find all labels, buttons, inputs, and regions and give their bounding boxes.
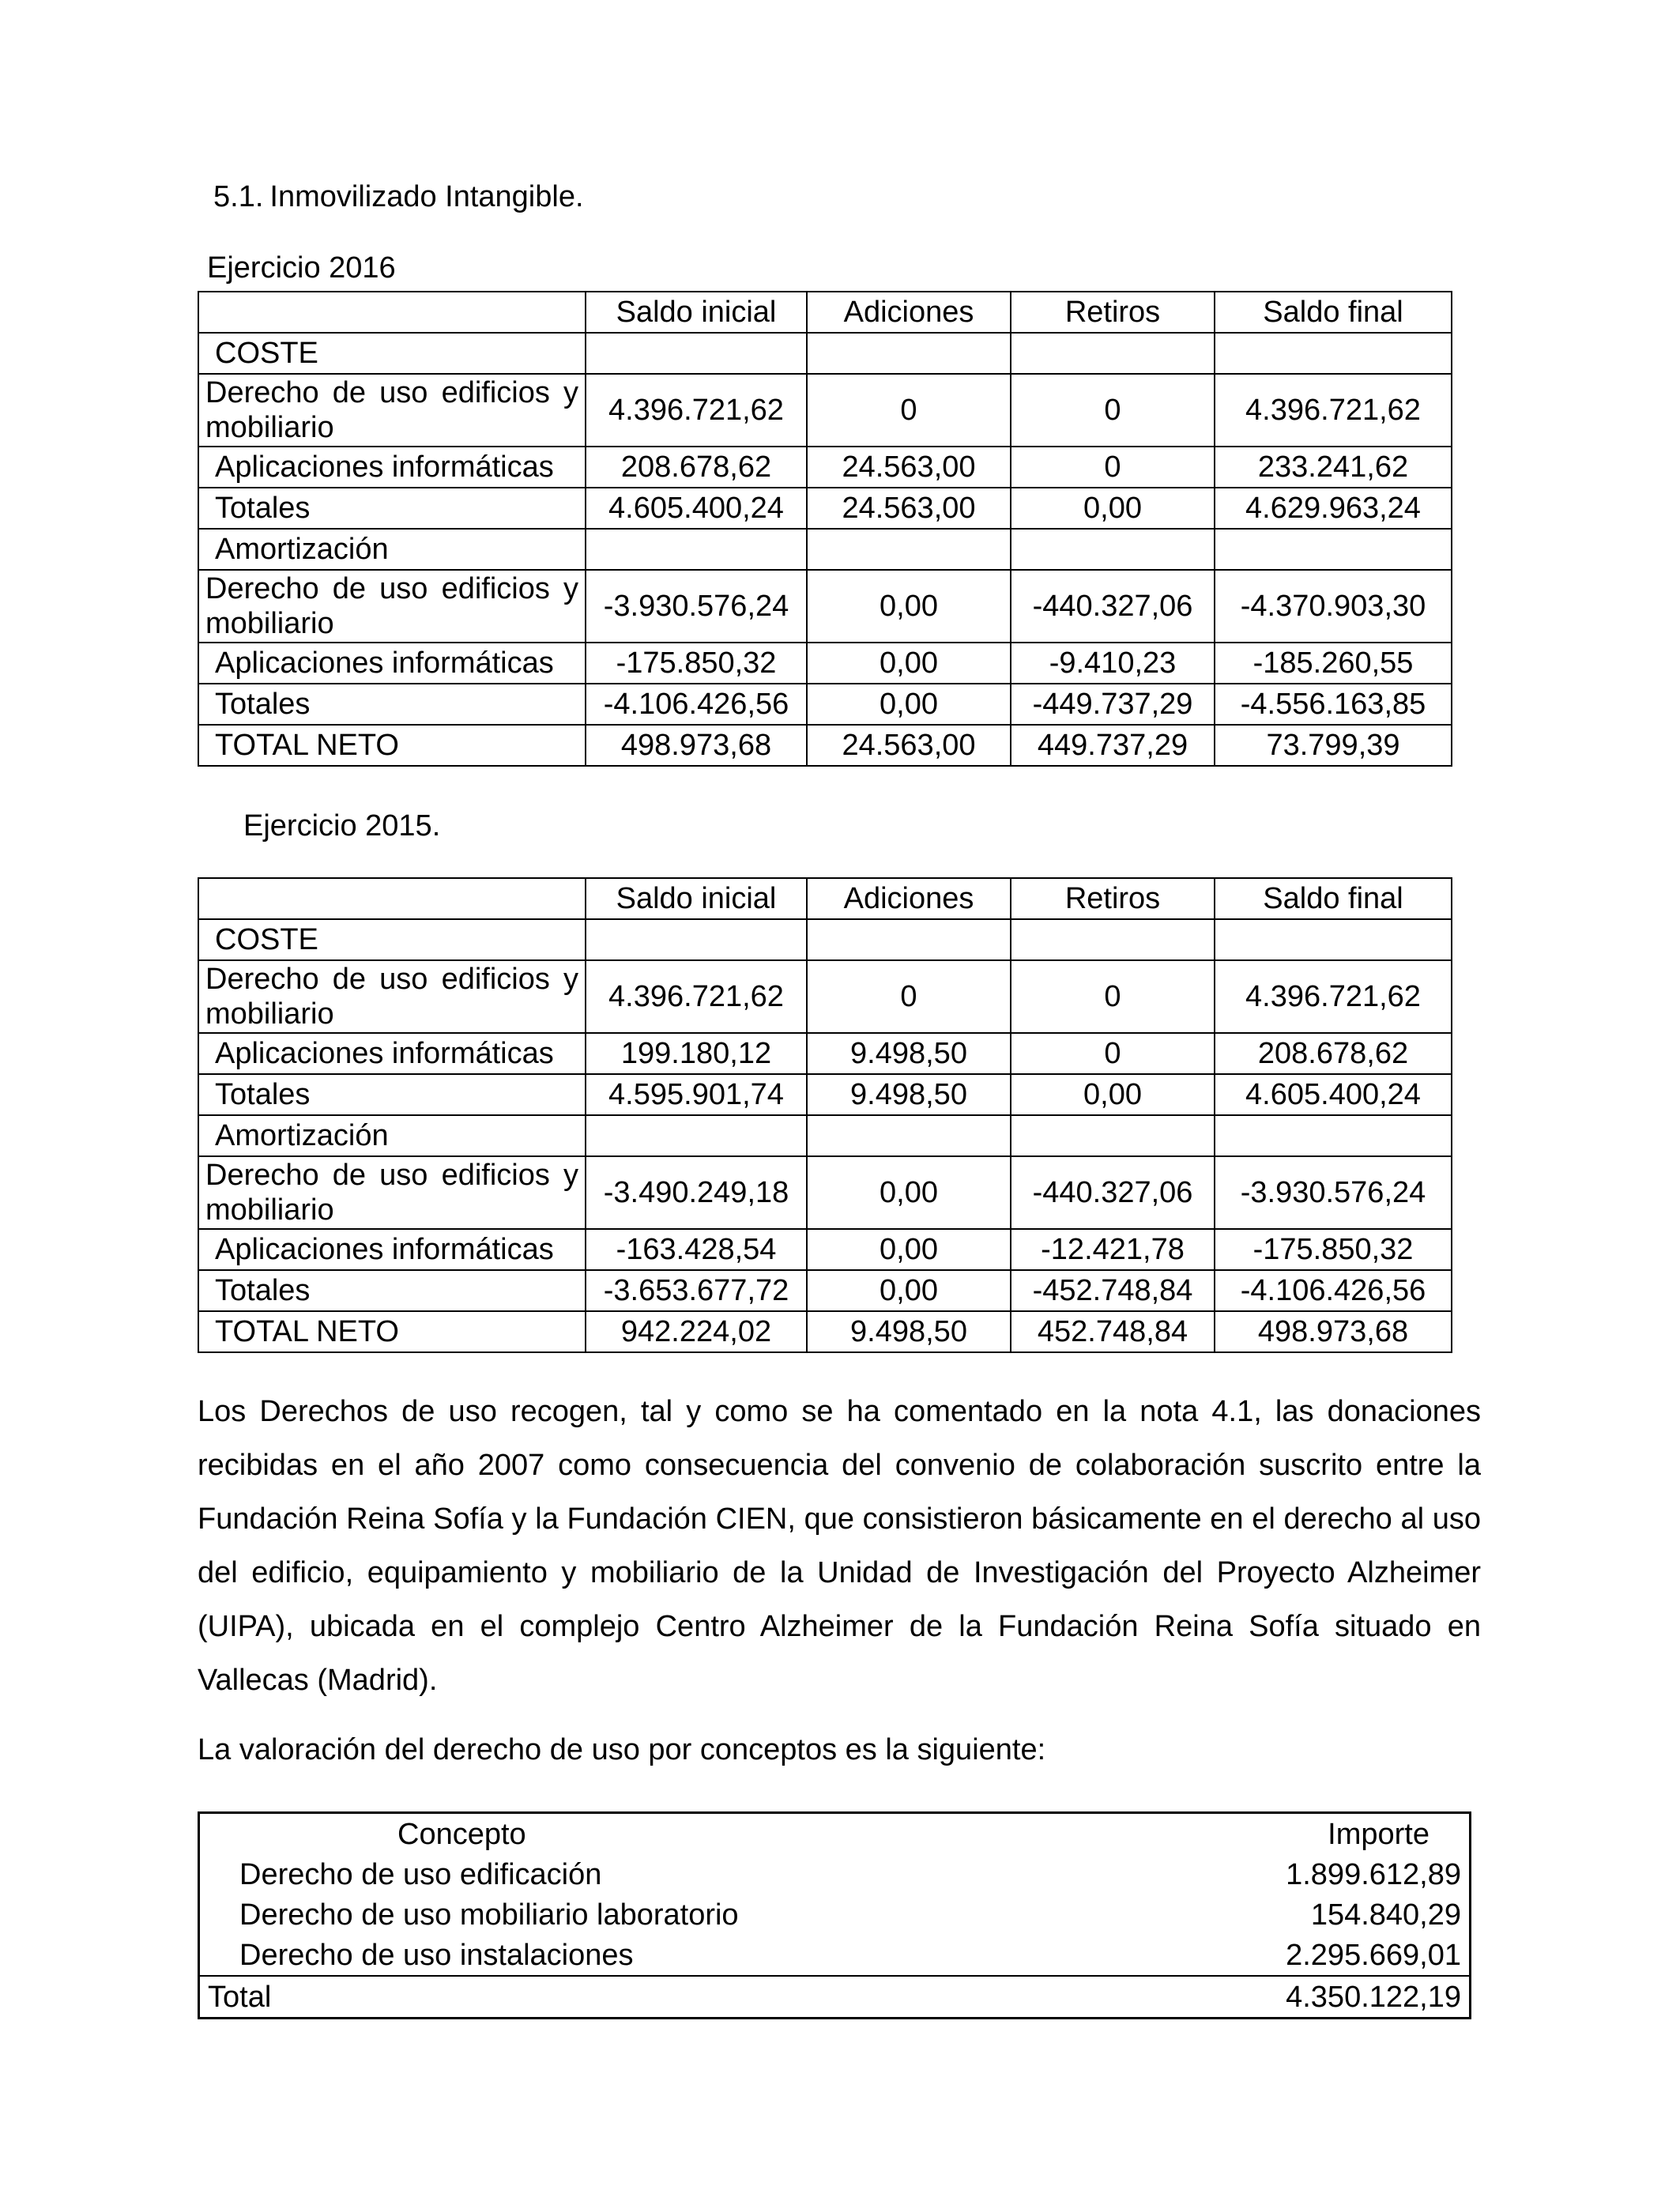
cell-value: 73.799,39 (1215, 725, 1452, 766)
table-row (198, 1115, 1452, 1156)
column-header: Saldo final (1215, 292, 1452, 333)
cell-value: -163.428,54 (586, 1229, 807, 1270)
concept-row (199, 1894, 1471, 1935)
cell-value: 208.678,62 (1215, 1033, 1452, 1074)
column-header: Retiros (1011, 292, 1215, 333)
cell-value: 4.629.963,24 (1215, 488, 1452, 529)
row-label: Derecho de uso edificios y mobiliario (198, 960, 586, 1033)
concept-amount: 1.899.612,89 (1286, 1857, 1461, 1891)
row-label: Totales (198, 684, 586, 725)
row-label: Derecho de uso edificios y mobiliario (198, 374, 586, 447)
cell-value: 0 (807, 374, 1011, 447)
cell-value: -175.850,32 (586, 643, 807, 684)
cell-value: 199.180,12 (586, 1033, 807, 1074)
concept-table (198, 1811, 1471, 2019)
concept-header-row (199, 1813, 1471, 1855)
section-title (213, 180, 584, 214)
cell-value: -3.653.677,72 (586, 1270, 807, 1311)
cell-value: 942.224,02 (586, 1311, 807, 1352)
amount-header: Importe (1328, 1817, 1430, 1851)
row-label: Aplicaciones informáticas (198, 1229, 586, 1270)
cell-value: -440.327,06 (1011, 1156, 1215, 1229)
cell-value: 498.973,68 (586, 725, 807, 766)
concept-row (199, 1854, 1471, 1894)
table-2016 (198, 291, 1452, 767)
table-header-row (198, 878, 1452, 919)
column-header: Adiciones (807, 878, 1011, 919)
row-label: Totales (198, 1074, 586, 1115)
cell-value (586, 529, 807, 570)
cell-value: -175.850,32 (1215, 1229, 1452, 1270)
cell-value: 498.973,68 (1215, 1311, 1452, 1352)
cell-value: 233.241,62 (1215, 447, 1452, 488)
cell-value: -440.327,06 (1011, 570, 1215, 643)
cell-value: -3.930.576,24 (586, 570, 807, 643)
row-label: Derecho de uso edificios y mobiliario (198, 1156, 586, 1229)
cell-value (586, 1115, 807, 1156)
cell-value: 24.563,00 (807, 488, 1011, 529)
row-label: COSTE (198, 333, 586, 374)
column-header: Saldo final (1215, 878, 1452, 919)
cell-value: 0 (807, 960, 1011, 1033)
header-empty (198, 292, 586, 333)
cell-value: 0,00 (1011, 1074, 1215, 1115)
concept-label: Derecho de uso mobiliario laboratorio (239, 1898, 739, 1932)
cell-value: 0,00 (807, 1229, 1011, 1270)
paragraph-valoracion: La valoración del derecho de uso por conceptos es la siguiente: (198, 1733, 1046, 1766)
cell-value: 0,00 (807, 684, 1011, 725)
table-row (198, 570, 1452, 643)
row-label: Aplicaciones informáticas (198, 643, 586, 684)
cell-value (807, 333, 1011, 374)
row-label: COSTE (198, 919, 586, 960)
header-empty (198, 878, 586, 919)
column-header: Adiciones (807, 292, 1011, 333)
concept-amount: 2.295.669,01 (1286, 1938, 1461, 1972)
cell-value: 4.396.721,62 (586, 960, 807, 1033)
table-row (198, 725, 1452, 766)
cell-value: -185.260,55 (1215, 643, 1452, 684)
cell-value: 9.498,50 (807, 1311, 1011, 1352)
column-header: Retiros (1011, 878, 1215, 919)
cell-value: 0 (1011, 447, 1215, 488)
cell-value (586, 333, 807, 374)
cell-value (807, 919, 1011, 960)
concept-header: Concepto (397, 1817, 526, 1851)
cell-value: -3.930.576,24 (1215, 1156, 1452, 1229)
table-header-row (198, 292, 1452, 333)
cell-value: 0 (1011, 374, 1215, 447)
cell-value: -452.748,84 (1011, 1270, 1215, 1311)
row-label: Aplicaciones informáticas (198, 447, 586, 488)
row-label: Amortización (198, 529, 586, 570)
concept-label: Derecho de uso instalaciones (239, 1938, 634, 1972)
column-header: Saldo inicial (586, 292, 807, 333)
cell-value (1011, 333, 1215, 374)
table-row (198, 684, 1452, 725)
column-header: Saldo inicial (586, 878, 807, 919)
cell-value: 4.396.721,62 (1215, 960, 1452, 1033)
row-label: Aplicaciones informáticas (198, 1033, 586, 1074)
table-row (198, 643, 1452, 684)
cell-value (1011, 1115, 1215, 1156)
paragraph-derechos-uso: Los Derechos de uso recogen, tal y como se ha comentado en la nota 4.1, las donaciones recibidas en el año 2007 como consecuencia del convenio de colaboración suscrito entre la Fundación Reina Sofía y la Fundación CIEN, que consistieron básicamente en el derecho al uso del edificio, equipamiento y mobiliario de la Unidad de Investigación del Proyecto Alzheimer (UIPA), ubicada en el complejo Centro Alzheimer de la Fundación Reina Sofía situado en Vallecas (Madrid). (198, 1395, 1481, 1697)
cell-value: 0,00 (807, 1270, 1011, 1311)
concept-total-label: Total (199, 1976, 1070, 2019)
cell-value: 0 (1011, 960, 1215, 1033)
cell-value: -4.106.426,56 (1215, 1270, 1452, 1311)
table-row (198, 1270, 1452, 1311)
cell-value: 4.605.400,24 (1215, 1074, 1452, 1115)
concept-total-amount: 4.350.122,19 (1070, 1976, 1471, 2019)
concept-label: Derecho de uso edificación (239, 1857, 602, 1891)
table-2015 (198, 877, 1452, 1353)
cell-value (1215, 333, 1452, 374)
section-number: 5.1. (213, 180, 264, 213)
cell-value: 4.396.721,62 (1215, 374, 1452, 447)
cell-value (1011, 919, 1215, 960)
row-label: TOTAL NETO (198, 1311, 586, 1352)
concept-amount: 154.840,29 (1310, 1898, 1461, 1932)
cell-value: 4.595.901,74 (586, 1074, 807, 1115)
cell-value: 9.498,50 (807, 1074, 1011, 1115)
cell-value: -4.106.426,56 (586, 684, 807, 725)
table-row (198, 1033, 1452, 1074)
cell-value: 9.498,50 (807, 1033, 1011, 1074)
cell-value: 0,00 (1011, 488, 1215, 529)
cell-value: 4.605.400,24 (586, 488, 807, 529)
row-label: Totales (198, 1270, 586, 1311)
cell-value: -4.370.903,30 (1215, 570, 1452, 643)
cell-value: -12.421,78 (1011, 1229, 1215, 1270)
cell-value (807, 1115, 1011, 1156)
concept-row (199, 1935, 1471, 1976)
cell-value (586, 919, 807, 960)
cell-value: 4.396.721,62 (586, 374, 807, 447)
cell-value: -4.556.163,85 (1215, 684, 1452, 725)
table-row (198, 488, 1452, 529)
table-row (198, 333, 1452, 374)
table-row (198, 1311, 1452, 1352)
table-row (198, 919, 1452, 960)
table-2016-caption: Ejercicio 2016 (207, 251, 396, 285)
table-row (198, 1156, 1452, 1229)
cell-value (1215, 1115, 1452, 1156)
table-row (198, 1074, 1452, 1115)
cell-value: 24.563,00 (807, 447, 1011, 488)
cell-value: 449.737,29 (1011, 725, 1215, 766)
section-heading: Inmovilizado Intangible. (269, 180, 584, 213)
cell-value: 0 (1011, 1033, 1215, 1074)
row-label: Derecho de uso edificios y mobiliario (198, 570, 586, 643)
cell-value: 0,00 (807, 570, 1011, 643)
row-label: Totales (198, 488, 586, 529)
cell-value (807, 529, 1011, 570)
table-row (198, 447, 1452, 488)
row-label: Amortización (198, 1115, 586, 1156)
table-row (198, 960, 1452, 1033)
cell-value (1215, 919, 1452, 960)
cell-value: 0,00 (807, 643, 1011, 684)
row-label: TOTAL NETO (198, 725, 586, 766)
cell-value: -449.737,29 (1011, 684, 1215, 725)
table-row (198, 1229, 1452, 1270)
cell-value: 0,00 (807, 1156, 1011, 1229)
cell-value (1215, 529, 1452, 570)
cell-value: 452.748,84 (1011, 1311, 1215, 1352)
cell-value: -9.410,23 (1011, 643, 1215, 684)
cell-value: 24.563,00 (807, 725, 1011, 766)
table-row (198, 529, 1452, 570)
table-row (198, 374, 1452, 447)
table-2015-caption: Ejercicio 2015. (243, 809, 441, 843)
cell-value (1011, 529, 1215, 570)
concept-total-row (199, 1976, 1471, 2019)
cell-value: -3.490.249,18 (586, 1156, 807, 1229)
cell-value: 208.678,62 (586, 447, 807, 488)
